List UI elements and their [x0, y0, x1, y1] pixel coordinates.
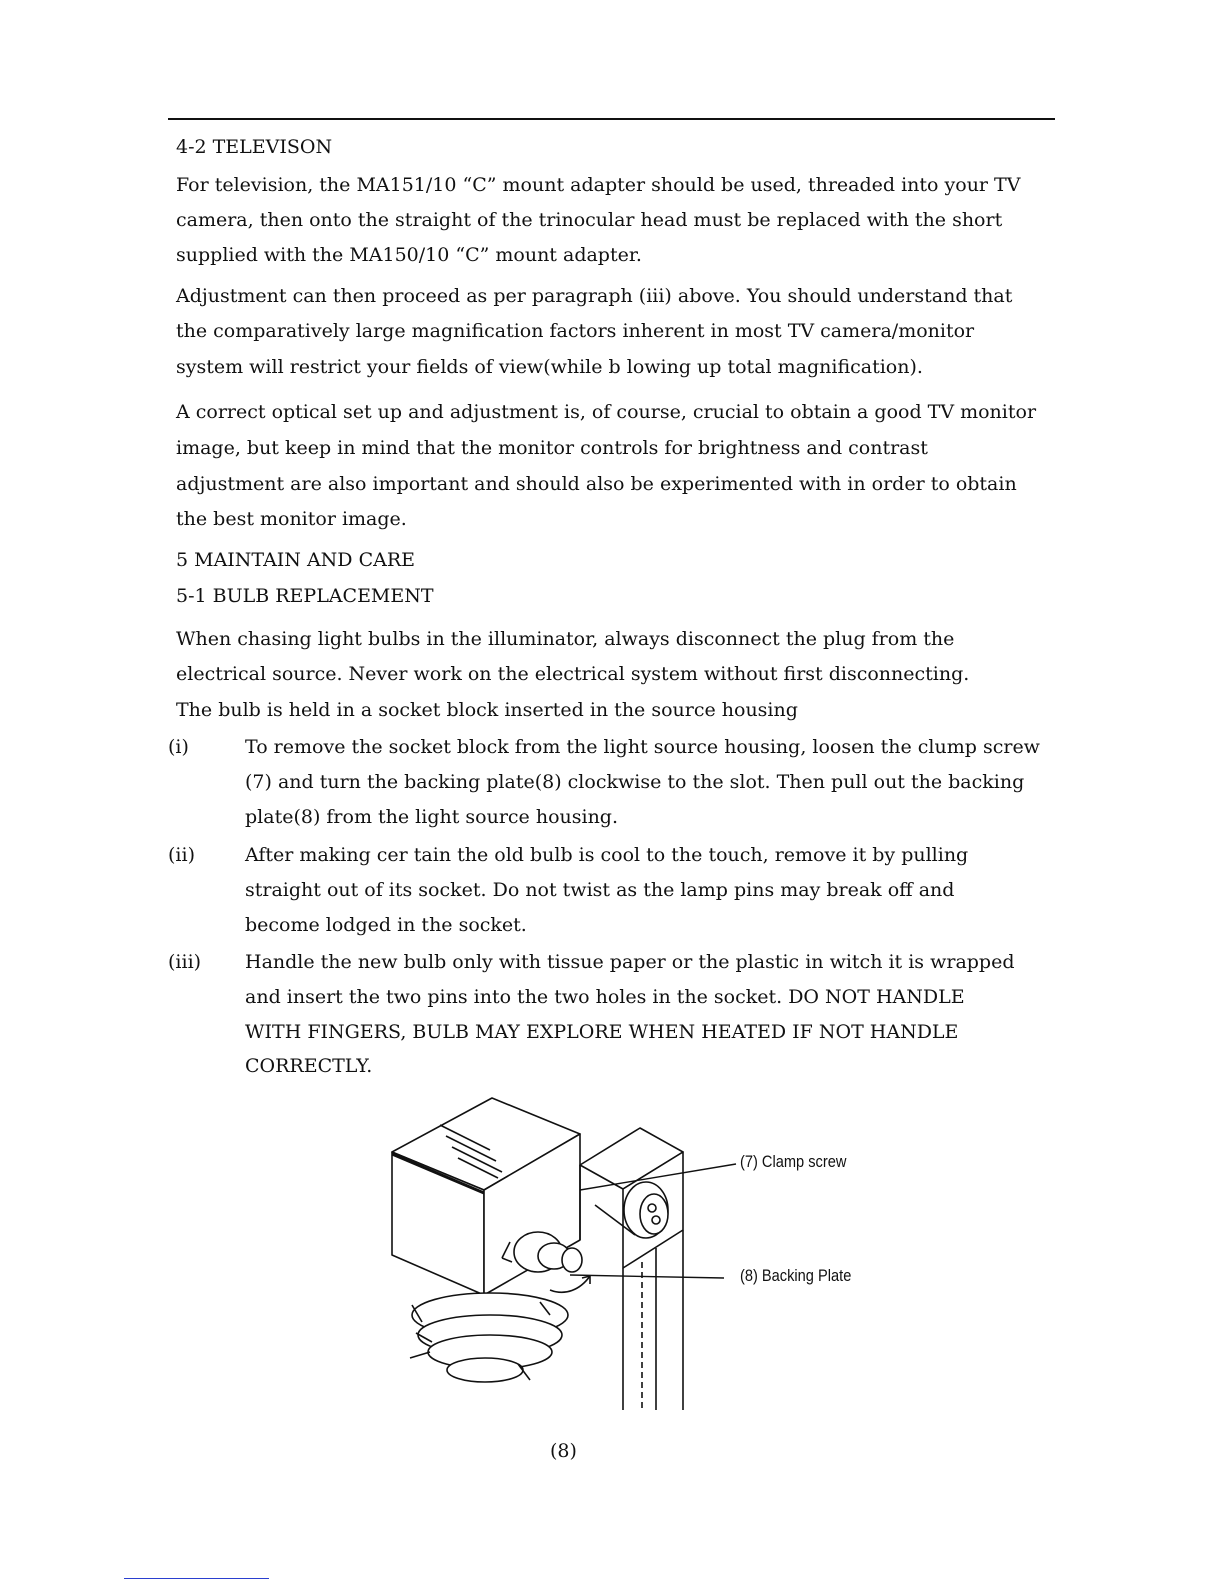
list-item-line: become lodged in the socket.	[245, 914, 527, 936]
page-number: (8)	[550, 1440, 577, 1462]
footer-link-underline	[124, 1578, 269, 1579]
top-rule	[168, 118, 1055, 120]
paragraph-line: When chasing light bulbs in the illuminator, always disconnect the plug from the	[176, 628, 955, 650]
list-marker: (iii)	[168, 951, 202, 973]
paragraph-line: image, but keep in mind that the monitor controls for brightness and contrast	[176, 437, 928, 459]
list-item-line: WITH FINGERS, BULB MAY EXPLORE WHEN HEATED IF NOT HANDLE	[245, 1021, 959, 1043]
section-heading-maintain: 5 MAINTAIN AND CARE	[176, 549, 416, 571]
list-marker: (ii)	[168, 844, 195, 866]
list-item-line: After making cer tain the old bulb is cool to the touch, remove it by pulling	[245, 844, 969, 866]
paragraph-line: For television, the MA151/10 “C” mount adapter should be used, threaded into your TV	[176, 174, 1021, 196]
list-item-line: CORRECTLY.	[245, 1055, 373, 1077]
paragraph-line: supplied with the MA150/10 “C” mount adapter.	[176, 244, 642, 266]
list-item-line: (7) and turn the backing plate(8) clockwise to the slot. Then pull out the backing	[245, 771, 1025, 793]
paragraph-line: adjustment are also important and should also be experimented with in order to obtain	[176, 473, 1017, 495]
section-heading-television: 4-2 TELEVISON	[176, 136, 333, 158]
list-item-line: Handle the new bulb only with tissue paper or the plastic in witch it is wrapped	[245, 951, 1015, 973]
list-item-line: plate(8) from the light source housing.	[245, 806, 619, 828]
paragraph-line: electrical source. Never work on the electrical system without first disconnecting.	[176, 663, 970, 685]
paragraph-line: The bulb is held in a socket block inserted in the source housing	[176, 699, 798, 721]
paragraph-line: system will restrict your fields of view(while b lowing up total magnification).	[176, 356, 923, 378]
illuminator-drawing	[380, 1090, 920, 1430]
paragraph-line: the comparatively large magnification factors inherent in most TV camera/monitor	[176, 320, 975, 342]
illuminator-figure	[380, 1090, 920, 1430]
paragraph-line: Adjustment can then proceed as per paragraph (iii) above. You should understand that	[176, 285, 1013, 307]
label-backing-plate: (8) Backing Plate	[740, 1266, 852, 1285]
paragraph-line: the best monitor image.	[176, 508, 407, 530]
list-item-line: and insert the two pins into the two holes in the socket. DO NOT HANDLE	[245, 986, 965, 1008]
list-item-line: To remove the socket block from the light source housing, loosen the clump screw	[245, 736, 1040, 758]
list-marker: (i)	[168, 736, 189, 758]
paragraph-line: A correct optical set up and adjustment is, of course, crucial to obtain a good TV monitor	[176, 401, 1037, 423]
paragraph-line: camera, then onto the straight of the trinocular head must be replaced with the short	[176, 209, 1003, 231]
list-item-line: straight out of its socket. Do not twist as the lamp pins may break off and	[245, 879, 955, 901]
label-clamp-screw: (7) Clamp screw	[740, 1152, 847, 1171]
section-heading-bulb-replacement: 5-1 BULB REPLACEMENT	[176, 585, 434, 607]
